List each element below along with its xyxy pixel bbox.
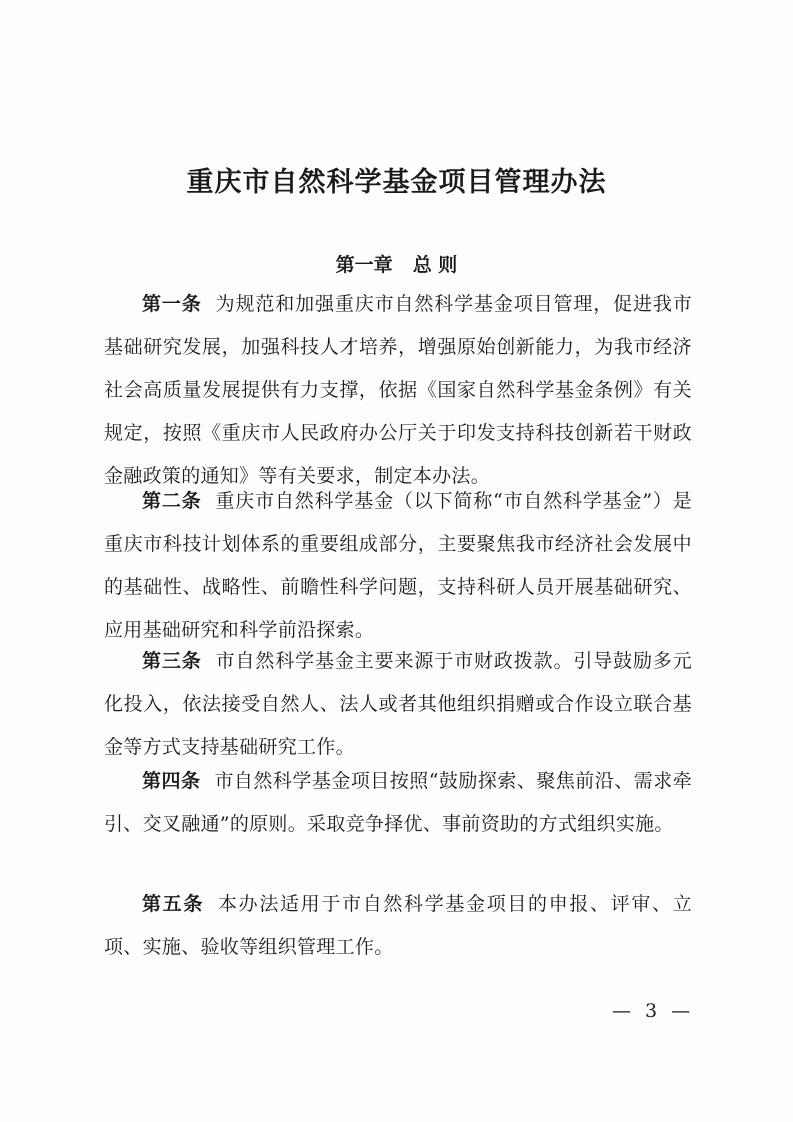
page-number: — 3 — <box>612 1000 695 1022</box>
article-label: 第一条 <box>142 293 202 315</box>
article-label: 第三条 <box>142 650 202 672</box>
article-1 <box>104 283 692 498</box>
chapter-number: 第一章 <box>335 254 393 276</box>
article-text: 市自然科学基金项目按照“鼓励探索、聚焦前沿、需求牵引、交叉融通”的原则。采取竞争择优、事前资助的方式组织实施。 <box>104 770 693 835</box>
chapter-name: 总 则 <box>412 254 458 276</box>
article-text: 本办法适用于市自然科学基金项目的申报、评审、立项、实施、验收等组织管理工作。 <box>104 893 693 958</box>
document-title: 重庆市自然科学基金项目管理办法 <box>186 167 607 198</box>
article-text: 重庆市自然科学基金（以下简称“市自然科学基金”）是重庆市科技计划体系的重要组成部分，主要聚焦我市经济社会发展中的基础性、战略性、前瞻性科学问题，支持科研人员开展基础研究、应用基础研究和科学前沿探索。 <box>104 490 692 641</box>
article-text: 为规范和加强重庆市自然科学基金项目管理，促进我市基础研究发展，加强科技人才培养，增强原始创新能力，为我市经济社会高质量发展提供有力支撑，依据《国家自然科学基金条例》有关规定，按照《重庆市人民政府办公厅关于印发支持科技创新若干财政金融政策的通知》等有关要求，制定本办法。 <box>104 293 692 487</box>
article-2 <box>104 480 692 652</box>
article-label: 第二条 <box>142 490 202 512</box>
article-3 <box>104 640 692 769</box>
article-text: 市自然科学基金主要来源于市财政拨款。引导鼓励多元化投入，依法接受自然人、法人或者其他组织捐赠或合作设立联合基金等方式支持基础研究工作。 <box>104 650 692 758</box>
article-5 <box>104 883 692 969</box>
article-4 <box>104 760 692 846</box>
article-label: 第四条 <box>142 770 201 792</box>
article-label: 第五条 <box>142 893 205 915</box>
chapter-heading <box>0 250 793 277</box>
